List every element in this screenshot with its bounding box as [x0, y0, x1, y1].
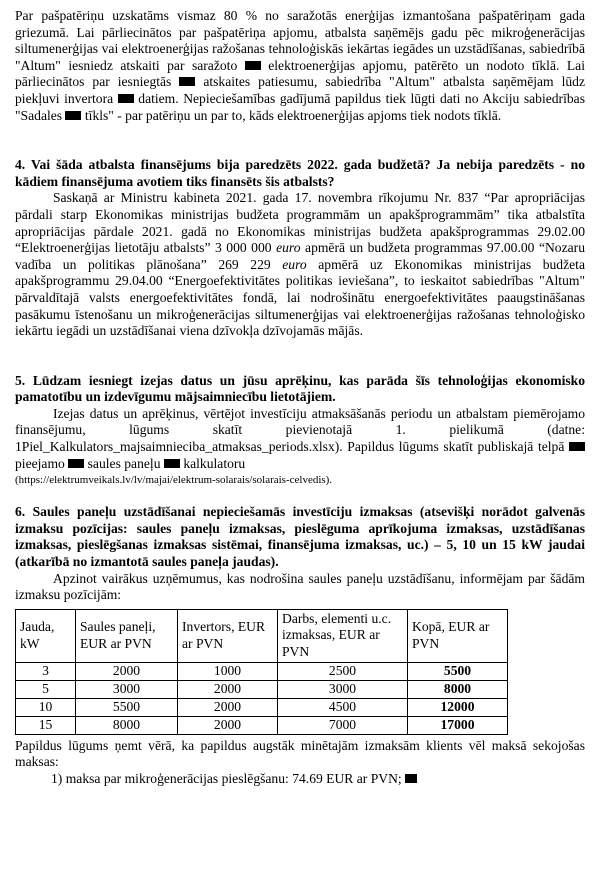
para1-text-5: tīkls" - par patēriņu un par to, kāds elektroenerģijas apjoms tiek nodots tīklā. — [84, 107, 502, 123]
cell-darbs: 3000 — [278, 680, 408, 698]
cell-jauda: 3 — [16, 662, 76, 680]
table-row-3kw — [16, 662, 508, 680]
table-row-10kw — [16, 698, 508, 716]
cell-kopa: 12000 — [408, 698, 508, 716]
para1-text-4: datiem. Nepieciešamības gadījumā papildus tiek lūgti dati no Akciju sabiedrības "Sadales — [15, 90, 585, 123]
solar-calculator-url[interactable]: (https://elektrumveikals.lv/lv/majai/elektrum-solarais/solarais-celvedis). — [15, 474, 333, 487]
cost-table — [15, 609, 508, 735]
para1-text-3: atskaites patiesumu, sabiedrība "Altum" atbalsta saņēmējam lūdz piekļuvi invertora — [15, 74, 586, 106]
q4-answer-text-1: Saskaņā ar Ministru kabineta 2021. gada 17. novembra rīkojumu Nr. 837 “Par apropriācijas pārdali starp Ekonomikas ministrijas budžeta programmām un apakšprogrammām” tika atbalstīta apropriācijas pārdale 2021. gadā no Ekonomikas ministrijas budžeta apakšprogrammas 29.02.00 “Elektroenerģijas lietotāju atbalsts” 3 000 000 — [15, 190, 585, 256]
question-6-intro: Apzinot vairākus uzņēmumus, kas nodrošina saules paneļu uzstādīšanu, informējam par šādām izmaksu pozīcijām: — [15, 570, 585, 603]
cell-paneli: 8000 — [76, 716, 178, 734]
table-row-5kw — [16, 680, 508, 698]
cell-invertors: 1000 — [178, 662, 278, 680]
self-consumption-paragraph — [15, 8, 585, 124]
q5-answer-text-2: pieejamo — [15, 455, 65, 471]
q4-answer-text-2: apmērā un budžeta programmas 97.00.00 “Nozaru vadība un politikas plānošana” 269 229 — [15, 240, 585, 272]
redaction-mark — [164, 459, 180, 468]
euro-italic: euro — [276, 240, 301, 256]
cell-kopa: 17000 — [408, 716, 508, 734]
cell-jauda: 10 — [16, 698, 76, 716]
redaction-mark — [68, 459, 84, 468]
redaction-mark — [179, 77, 195, 86]
para1-text-1: Par pašpatēriņu uzskatāms vismaz 80 % no saražotās enerģijas izmantošana pašpatēriņam gada griezumā. Lai pārliecinātos par pašpatēriņa apjomu, atbalsta saņēmējs gadu pēc mikroģenerācijas siltumenerģijas vai elektroenerģijas ražošanas tehnoloģiskās iekārtas iegādes un uzstādīšanas, sabiedrībā "Altum" iesniedz atskaiti par saražoto — [15, 8, 585, 73]
cell-paneli: 2000 — [76, 662, 178, 680]
redaction-mark — [118, 94, 134, 103]
q5-answer-text-3: saules paneļu — [87, 455, 161, 471]
question-5-answer — [15, 406, 585, 488]
redaction-mark — [65, 111, 81, 120]
cell-invertors: 2000 — [178, 698, 278, 716]
cell-paneli: 5500 — [76, 698, 178, 716]
col-header-invertors: Invertors, EUR ar PVN — [178, 609, 278, 662]
euro-italic: euro — [282, 256, 307, 272]
cell-invertors: 2000 — [178, 680, 278, 698]
cell-kopa: 8000 — [408, 680, 508, 698]
col-header-saules-paneli: Saules paneļi, EUR ar PVN — [76, 609, 178, 662]
redaction-mark — [569, 442, 585, 451]
redaction-mark — [405, 774, 417, 783]
cell-jauda: 15 — [16, 716, 76, 734]
redaction-mark — [245, 61, 261, 70]
q5-answer-text-4: kalkulatoru — [183, 455, 246, 471]
q4-answer-text-3: apmērā uz Ekonomikas ministrijas budžeta apakšprogrammu 29.04.00 “Energoefektivitātes politikas ieviešana”, to ieskaitot sabiedrības "Altum" pārvaldītajā valsts energoefektivitātes fondā, lai nodrošinātu energoefektivitātes paaugstināšanas pasākumu īstenošanu un mikroģenerācijas siltumenerģijas vai elektroenerģijas ražošanas tehnoloģisko iekārtu iegādi un uzstādīšanai viena dzīvokļa dzīvojamās mājās. — [15, 256, 585, 339]
cost-table-header-row — [16, 609, 508, 662]
col-header-darbs: Darbs, elementi u.c. izmaksas, EUR ar PVN — [278, 609, 408, 662]
cell-darbs: 4500 — [278, 698, 408, 716]
cell-invertors: 2000 — [178, 716, 278, 734]
fee-list-item-1 — [15, 771, 585, 788]
additional-fees-note: Papildus lūgums ņemt vērā, ka papildus augstāk minētajām izmaksām klients vēl maksā sekojošas maksas: — [15, 737, 585, 770]
para1-text-2: elektroenerģijas apjomu, patērēto un nodoto tīklā. Lai pārliecinātos par iesniegtās — [15, 57, 585, 90]
table-row-15kw — [16, 716, 508, 734]
cell-kopa: 5500 — [408, 662, 508, 680]
col-header-jauda: Jauda, kW — [16, 609, 76, 662]
question-6-heading: 6. Saules paneļu uzstādīšanai nepieciešamās investīciju izmaksas (atsevišķi norādot galvenās izmaksu pozīcijas: saules paneļu izmaksas, pieslēguma aprīkojuma izmaksas, uzstādīšanas izmaksas, pieslēgšanas izmaksas sistēmai, finansējuma izmaksas, uc.) – 5, 10 un 15 kW jaudai (atkarībā no izmantotā saules paneļa jaudas). — [15, 504, 585, 570]
cell-darbs: 7000 — [278, 716, 408, 734]
fee-item-text: 1) maksa par mikroģenerācijas pieslēgšanu: 74.69 EUR ar PVN; — [51, 770, 402, 786]
cell-darbs: 2500 — [278, 662, 408, 680]
col-header-kopa: Kopā, EUR ar PVN — [408, 609, 508, 662]
question-4-answer — [15, 190, 585, 339]
question-4-heading: 4. Vai šāda atbalsta finansējums bija paredzēts 2022. gada budžetā? Ja nebija paredzēts - no kādiem finansējuma avotiem tiks finansēts šis atbalsts? — [15, 157, 585, 189]
cell-jauda: 5 — [16, 680, 76, 698]
cell-paneli: 3000 — [76, 680, 178, 698]
question-5-heading: 5. Lūdzam iesniegt izejas datus un jūsu aprēķinu, kas parāda šīs tehnoloģijas ekonomisko pamatotību un izdevīgumu mājsaimniecību lietotājiem. — [15, 372, 585, 405]
q5-answer-text-1: Izejas datus un aprēķinus, vērtējot investīciju atmaksāšanās periodu un atbalstam piemērojamo finansējumu, lūgums skatīt pievienotajā 1. pielikumā (datne: 1Piel_Kalkulators_majsaimnieciba_atmaksas_periods.xlsx). Papildus lūgums skatīt publiskajā telpā — [15, 405, 585, 455]
